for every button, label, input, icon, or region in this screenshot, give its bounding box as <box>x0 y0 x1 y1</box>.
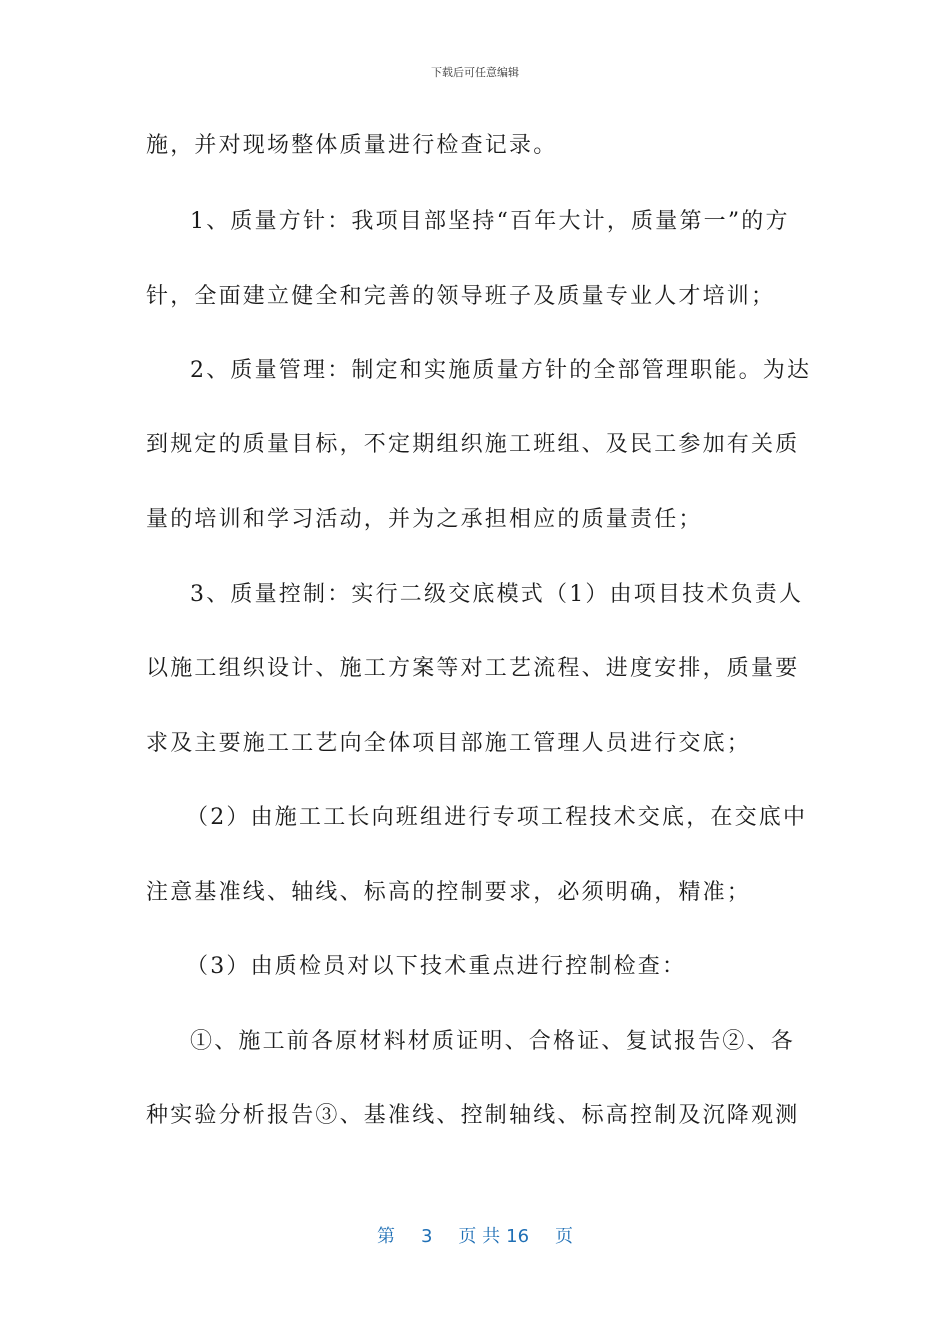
body-line: 2、质量管理：制定和实施质量方针的全部管理职能。为达 <box>190 358 812 383</box>
body-line: 3、质量控制：实行二级交底模式（1）由项目技术负责人 <box>190 582 804 607</box>
body-line: ①、施工前各原材料材质证明、合格证、复试报告②、各 <box>190 1029 796 1054</box>
body-line: 量的培训和学习活动，并为之承担相应的质量责任； <box>146 507 703 532</box>
page-header: 下载后可任意编辑 <box>431 66 519 79</box>
body-line: 施，并对现场整体质量进行检查记录。 <box>146 133 558 158</box>
current-page-number: 3 <box>420 1226 433 1247</box>
body-line: 注意基准线、轴线、标高的控制要求，必须明确，精准； <box>146 880 752 905</box>
body-line: 种实验分析报告③、基准线、控制轴线、标高控制及沉降观测 <box>146 1103 800 1128</box>
body-line: 以施工组织设计、施工方案等对工艺流程、进度安排，质量要 <box>146 656 800 681</box>
footer-middle: 页 共 <box>458 1226 501 1247</box>
body-line: （3）由质检员对以下技术重点进行控制检查： <box>186 954 687 979</box>
footer-suffix: 页 <box>555 1226 574 1247</box>
body-line: 到规定的质量目标，不定期组织施工班组、及民工参加有关质 <box>146 432 800 457</box>
total-page-count: 16 <box>506 1226 530 1247</box>
footer-prefix: 第 <box>376 1226 395 1247</box>
body-line: 求及主要施工工艺向全体项目部施工管理人员进行交底； <box>146 731 752 756</box>
body-line: （2）由施工工长向班组进行专项工程技术交底，在交底中 <box>186 805 808 830</box>
body-line: 1、质量方针：我项目部坚持“百年大计，质量第一”的方 <box>190 209 790 234</box>
body-line: 针，全面建立健全和完善的领导班子及质量专业人才培训； <box>146 284 776 309</box>
page-footer <box>0 1225 950 1249</box>
